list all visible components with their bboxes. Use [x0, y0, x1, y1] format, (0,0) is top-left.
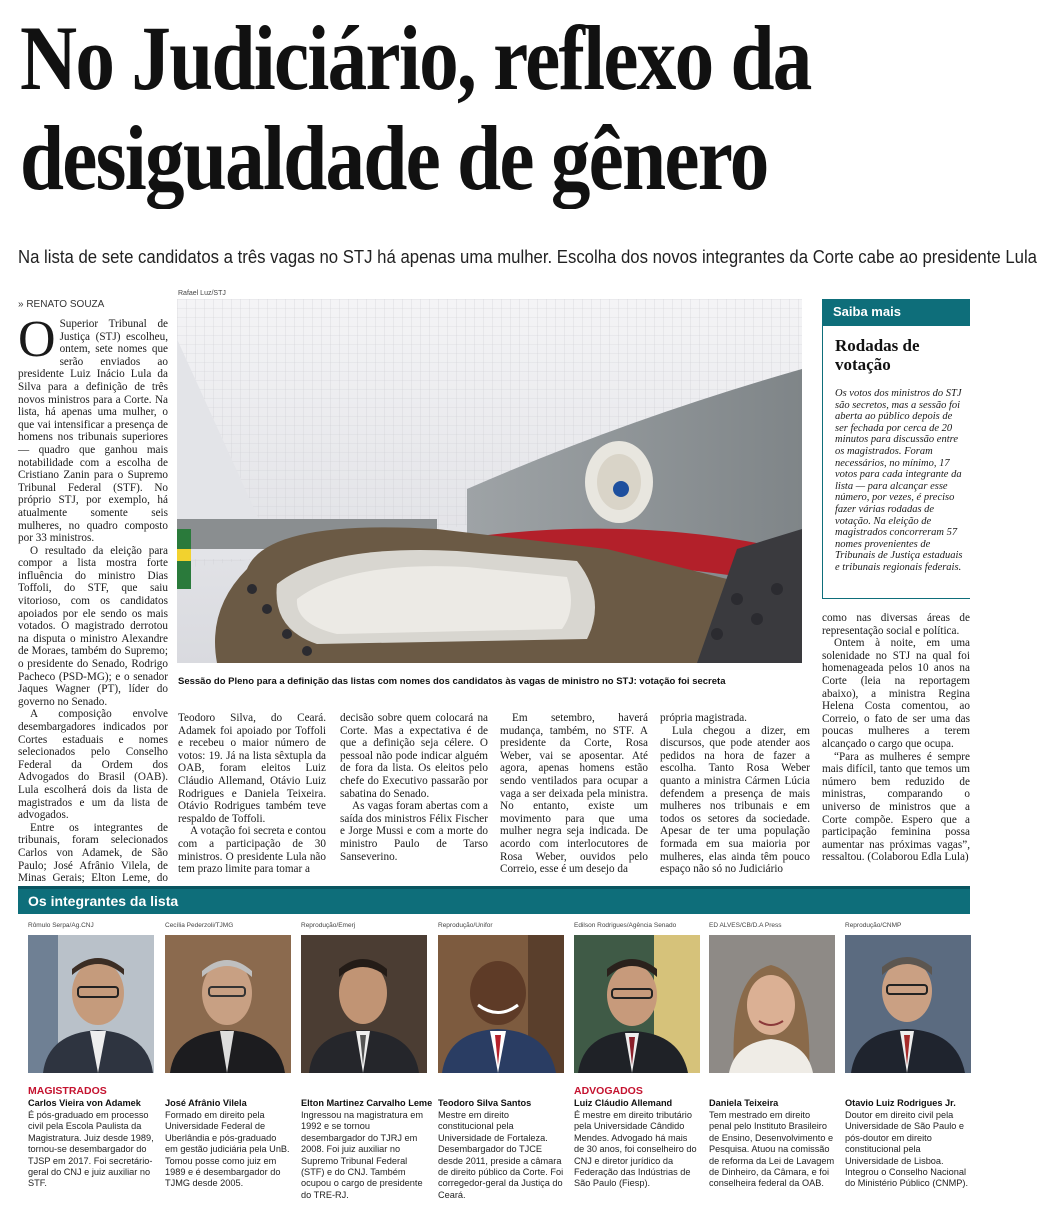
article-paragraph: O resultado da eleição para compor a lista mostra forte influência do ministro Dias Toffoli, do STF, que saiu vitorioso, com os candidatos apoiados por ele sendo os mais votados. O magistrado derrotou na disputa o ministro Alexandre de Moraes, também do Supremo; o presidente do Senado, Rodrigo Pacheco (PSD-MG); e o senador Jaques Wagner (PT), líder do governo no Senado. [18, 544, 168, 708]
article-paragraph: decisão sobre quem colocará na Corte. Mas a expectativa é de que a definição seja célere. O pessoal não pode indicar alguém de fora da lista. Os eleitos pelo chefe do Executivo passarão por sabatina do Senado. [340, 712, 488, 800]
photo-credit: Rômulo Serpa/Ag.CNJ [28, 922, 94, 929]
headline-line-1: No Judiciário, reflexo da [20, 7, 811, 109]
candidate-card [845, 922, 971, 1212]
candidate-name: Teodoro Silva Santos [438, 1098, 532, 1108]
category-label [845, 1085, 971, 1097]
article-column-2 [178, 712, 326, 882]
photo-credit: Rafael Luz/STJ [178, 290, 226, 297]
article-paragraph: As vagas foram abertas com a saída dos ministros Félix Fischer e Jorge Mussi e com a morte do ministro Paulo de Tarso Sanseverino. [340, 800, 488, 863]
candidate-bio: Mestre em direito constitucional pela Universidade de Fortaleza. Desembargador do TJCE desde 2011, preside a câmara de direito público da Corte. Foi corregedor-geral da Justiça do Ceará. [438, 1110, 564, 1200]
category-label [165, 1085, 291, 1097]
candidate-name: Elton Martinez Carvalho Leme [301, 1098, 433, 1108]
main-photo-plenary-session [177, 299, 802, 663]
category-label [709, 1085, 835, 1097]
integrantes-section-header [18, 886, 970, 914]
saiba-mais-body: Os votos dos ministros do STJ são secretos, mas a sessão foi aberta ao público depois de ser fechada por cerca de 20 minutos para discussão entre os magistrados. Foram necessários, no mínimo, 17 votos para cada integrante da lista — para alcançar esse número, por vezes, é preciso fazer várias rodadas de votação. Na eleição de magistrados concorreram 57 nomes provenientes de Tribunais de Justiça estaduais e tribunais regionais federais. [835, 388, 963, 573]
candidate-bio: É pós-graduado em processo civil pela Escola Paulista da Magistratura. Juiz desde 1989, tornou-se desembargador do TJSP em 2017. Foi secretário-geral do CNJ e juiz auxiliar no STF. [28, 1110, 154, 1189]
article-column-6 [822, 612, 970, 882]
article-column-4 [500, 712, 648, 882]
candidate-photo [165, 935, 291, 1073]
candidate-bio: É mestre em direito tributário pela Universidade Cândido Mendes. Advogado há mais de 30 anos, foi conselheiro do CNJ e diretor jurídico da Federação das Indústrias de São Paulo (Fiesp). [574, 1110, 697, 1189]
candidate-bio: Tem mestrado em direito penal pelo Instituto Brasileiro de Ensino, Desenvolvimento e Pesquisa. Atuou na comissão de reforma da Lei de Lavagem de Dinheiro, da Câmara, e foi conselheira federal da OAB. [709, 1110, 835, 1189]
candidate-bio: Doutor em direito civil pela Universidade de São Paulo e pós-doutor em direito constitucional pela Universidade de Lisboa. Integrou o Conselho Nacional do Ministério Público (CNMP). [845, 1110, 969, 1189]
category-label [301, 1085, 427, 1097]
candidate-photo [709, 935, 835, 1073]
article-column-1 [18, 311, 168, 885]
headline-line-2: desigualdade de gênero [20, 107, 768, 209]
article-paragraph: própria magistrada. [660, 712, 747, 724]
article-paragraph: Teodoro Silva, do Ceará. Adamek foi apoiado por Toffoli e recebeu o maior número de votos: 19. Já na lista sêxtupla da OAB, foram eleitos Luiz Cláudio Allemand, Otávio Luiz Rodrigues e Daniela Teixeira. Otávio Rodrigues também teve respaldo de Toffoli. [178, 712, 326, 825]
integrantes-title: Os integrantes da lista [28, 893, 179, 909]
article-column-5 [660, 712, 810, 882]
candidate-bio: Ingressou na magistratura em 1992 e se tornou desembargador do TJRJ em 2008. Foi juiz auxiliar no Supremo Tribunal Federal (STF) e do CNJ. Também ocupou o cargo de presidente do TRE-RJ. [301, 1110, 424, 1200]
article-paragraph: A votação foi secreta e contou com a participação de 30 ministros. O presidente Lula não tem prazo limite para tomar a [178, 825, 326, 876]
saiba-mais-tab: Saiba mais [823, 299, 970, 326]
candidate-name: Otavio Luiz Rodrigues Jr. [845, 1098, 956, 1108]
candidate-name: Daniela Teixeira [709, 1098, 779, 1108]
article-paragraph: “Para as mulheres é sempre mais difícil, tanto que temos um número bem reduzido de ministras, comparando o universo de ministros que a Corte compõe. Espero que a participação feminina possa aumentar nas próximas vagas”, ressaltou. (Colaborou Edla Lula) [822, 750, 970, 864]
candidate-card [709, 922, 835, 1212]
category-label: ADVOGADOS [574, 1085, 643, 1097]
category-label [438, 1085, 564, 1097]
candidate-photo [438, 935, 564, 1073]
article-paragraph: como nas diversas áreas de representação social e política. [822, 612, 970, 637]
byline: » RENATO SOUZA [18, 299, 105, 310]
saiba-mais-box [822, 299, 970, 599]
candidate-card [301, 922, 433, 1212]
article-paragraph: A composição envolve desembargadores indicados por Cortes estaduais e nomes selecionados pelo Conselho Federal da Ordem dos Advogados do Brasil (OAB). Lula escolherá dois da lista de magistrados e um da lista de advogados. [18, 708, 168, 822]
candidate-photo [574, 935, 700, 1073]
article-paragraph: Em setembro, haverá mudança, também, no STF. A presidente da Corte, Rosa Weber, vai se aposentar. Até agora, apenas homens estão sendo ventilados para ocupar a vaga a ser deixada pela ministra. No entanto, existe um movimento para que uma mulher negra seja indicada. De acordo com interlocutores de Rosa Weber, ouvidos pelo Correio, esse é um desejo da [500, 712, 648, 876]
subheadline: Na lista de sete candidatos a três vagas no STJ há apenas uma mulher. Escolha dos novos integrantes da Corte cabe ao presidente Lula [18, 247, 1037, 267]
photo-credit: Edilson Rodrigues/Agência Senado [574, 922, 677, 929]
photo-caption: Sessão do Pleno para a definição das listas com nomes dos candidatos às vagas de ministro no STJ: votação foi secreta [178, 676, 726, 687]
candidate-name: Luiz Cláudio Allemand [574, 1098, 673, 1108]
article-paragraph: O Superior Tribunal de Justiça (STJ) escolheu, ontem, sete nomes que serão enviados ao presidente Luiz Inácio Lula da Silva para a definição de três novos ministros para a Corte. Na lista, há apenas uma mulher, o que vai intensificar a presença de homens nos tribunais superiores — quadro que ganhou mais notabilidade com a escolha de Cristiano Zanin para o Supremo Tribunal Federal (STF). No próprio STJ, por exemplo, há atualmente somente seis mulheres, no quadro composto por 33 ministros. [18, 311, 168, 545]
saiba-mais-title: Rodadas de votação [835, 336, 920, 374]
drop-cap: O [18, 311, 56, 368]
candidate-photo [28, 935, 154, 1073]
article-paragraph: Entre os integrantes de tribunais, foram selecionados Carlos von Adamek, de São Paulo; José Afrânio Vilela, de Minas Gerais; Elton Leme, do [18, 821, 168, 885]
article-paragraph: Lula chegou a dizer, em discursos, que pode atender aos pedidos na hora de fazer a escolha. Tanto Rosa Weber quanto a ministra Cármen Lúcia defendem a presença de mais mulheres nos tribunais e em todos os setores da sociedade. Apesar de ter uma população formada em sua maioria por mulheres, elas ainda têm pouco espaço não só no Judiciário [660, 724, 810, 876]
candidate-name: José Afrânio Vilela [165, 1098, 247, 1108]
photo-credit: Cecília Pederzoli/TJMG [165, 922, 234, 929]
candidate-photo [301, 935, 427, 1073]
candidate-card [165, 922, 291, 1212]
photo-credit: Reprodução/CNMP [845, 922, 902, 929]
candidate-photo [845, 935, 971, 1073]
candidate-card [574, 922, 700, 1212]
article-paragraph: Ontem à noite, em uma solenidade no STJ na qual foi homenageada pelos 10 anos na Corte (leia na reportagem abaixo), a ministra Regina Helena Costa comentou, ao Correio, o fato de ser uma das poucas mulheres a terem alcançado o cargo que ocupa. [822, 637, 970, 750]
candidate-card [438, 922, 564, 1212]
candidate-bio: Formado em direito pela Universidade Federal de Uberlândia e pós-graduado em gestão judiciária pela UnB. Tomou posse como juiz em 1989 e é desembargador do TJMG desde 2005. [165, 1110, 290, 1189]
article-column-3 [340, 712, 488, 882]
candidate-name: Carlos Vieira von Adamek [28, 1098, 141, 1108]
candidate-card [28, 922, 154, 1212]
photo-credit: ED ALVES/CB/D.A Press [709, 922, 782, 929]
category-label: MAGISTRADOS [28, 1085, 107, 1097]
photo-credit: Reprodução/Unifor [438, 922, 493, 929]
photo-credit: Reprodução/Emerj [301, 922, 356, 929]
headline [20, 8, 837, 208]
